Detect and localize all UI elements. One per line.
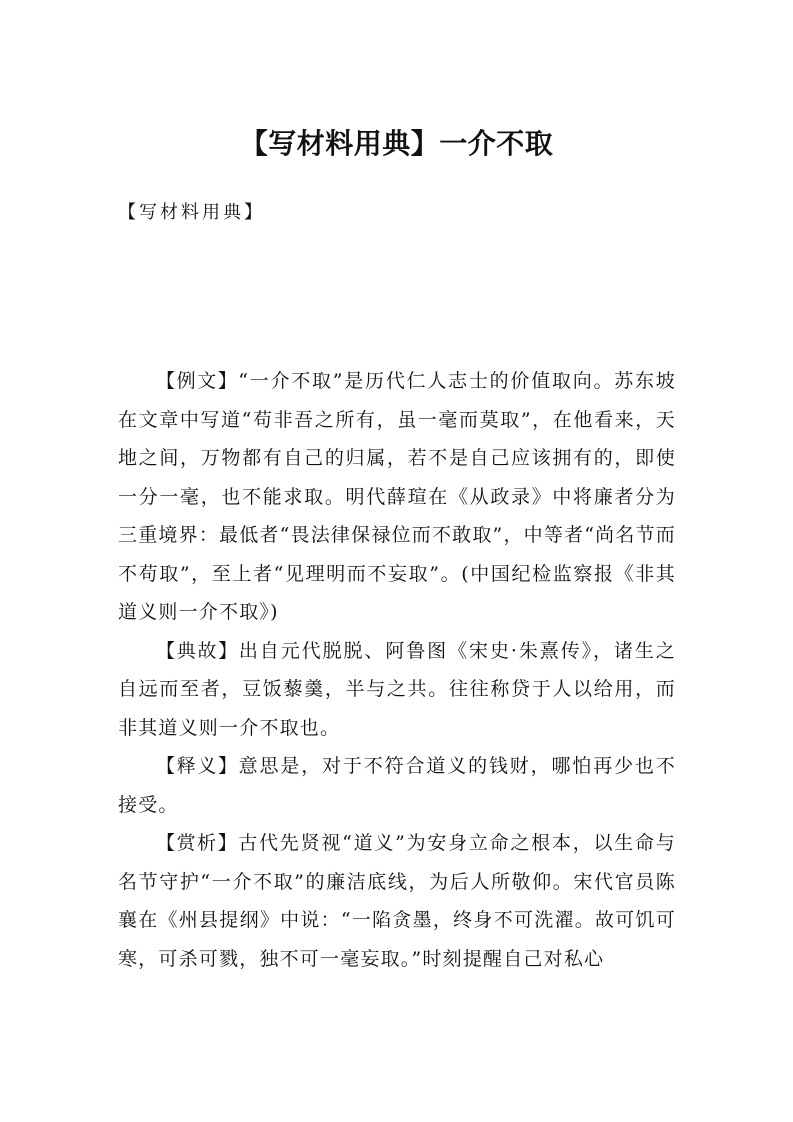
paragraph-tag: 【典故】 xyxy=(156,639,239,662)
document-body xyxy=(118,362,676,978)
paragraph-appreciation xyxy=(118,824,676,978)
paragraph-text: 出自元代脱脱、阿鲁图《宋史·朱熹传》，诸生之自远而至者，豆饭藜羹，半与之共。往往称贷于人以给用，而非其道义则一介不取也。 xyxy=(118,639,676,739)
paragraph-tag: 【释义】 xyxy=(156,755,239,777)
document-title: 【写材料用典】一介不取 xyxy=(239,127,554,160)
paragraph-allusion xyxy=(118,632,676,748)
paragraph-text: “一介不取”是历代仁人志士的价值取向。苏东坡在文章中写道“苟非吾之所有，虽一毫而莫取”，在他看来，天地之间，万物都有自己的归属，若不是自己应该拥有的，即使一分一毫，也不能求取。明代薛瑄在《从政录》中将廉者分为三重境界：最低者“畏法律保禄位而不敢取”，中等者“尚名节而不苟取”，至上者“见理明而不妄取”。(中国纪检监察报《非其道义则一介不取》) xyxy=(118,370,676,623)
paragraph-tag: 【赏析】 xyxy=(156,832,239,854)
paragraph-text: 古代先贤视“道义”为安身立命之根本，以生命与名节守护“一介不取”的廉洁底线，为后人所敬仰。宋代官员陈襄在《州县提纲》中说：“一陷贪墨，终身不可洗濯。故可饥可寒，可杀可戮，独不可一毫妄取。”时刻提醒自己对私心 xyxy=(118,832,676,970)
paragraph-text: 意思是，对于不符合道义的钱财，哪怕再少也不接受。 xyxy=(118,755,676,816)
paragraph-example xyxy=(118,362,676,632)
paragraph-tag: 【例文】 xyxy=(156,370,239,392)
document-subtitle: 【写材料用典】 xyxy=(118,202,265,223)
paragraph-meaning xyxy=(118,747,676,824)
